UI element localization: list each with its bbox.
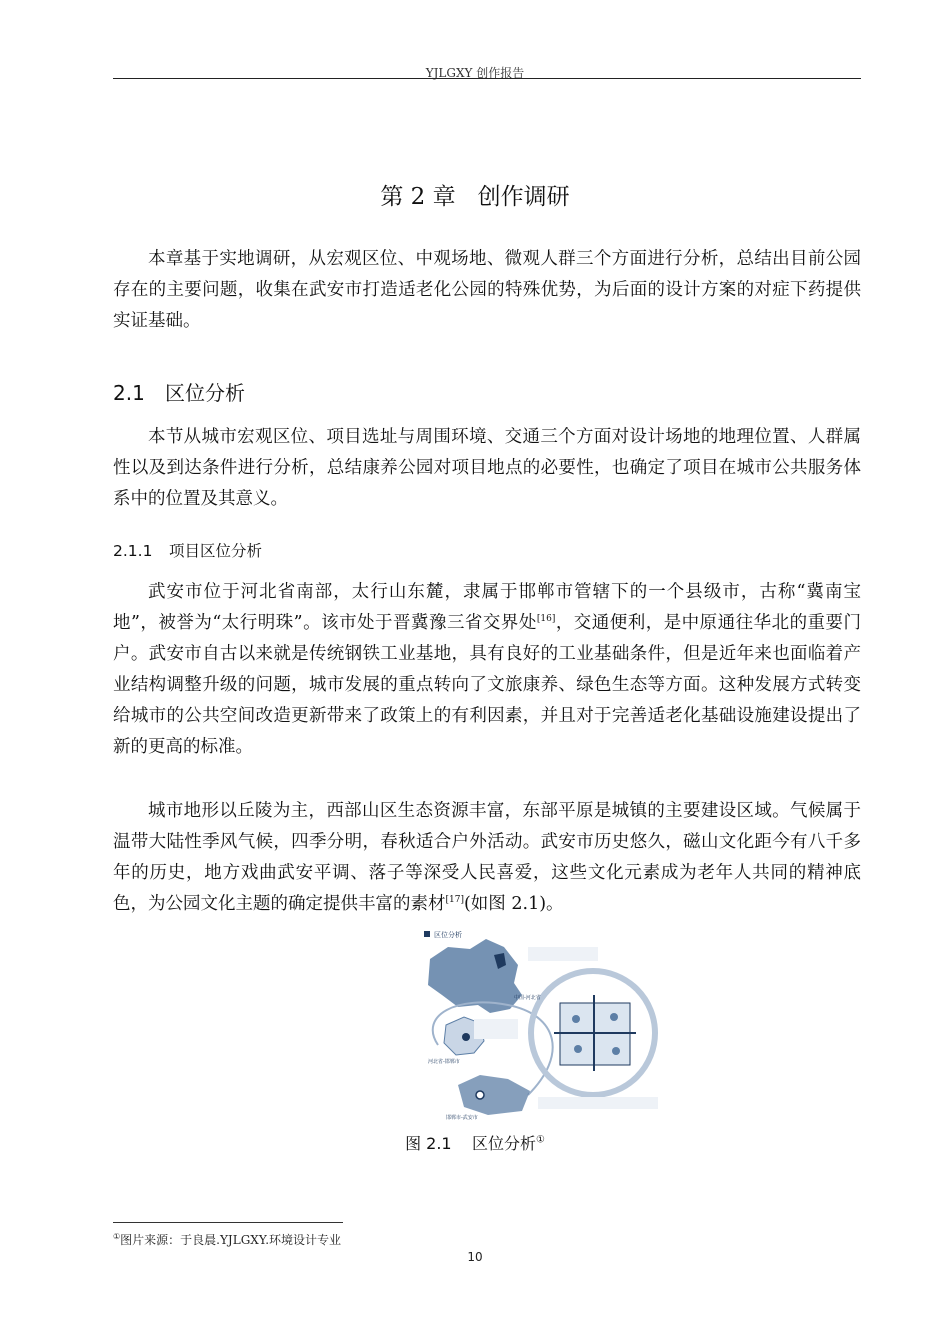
figure-footnote-mark: ① — [535, 1134, 545, 1146]
label-handan: 河北省-邯郸市 — [428, 1059, 460, 1065]
chapter-name: 创作调研 — [477, 184, 570, 210]
figure-number: 图 2.1 — [405, 1134, 452, 1153]
subsection-number: 2.1.1 — [113, 542, 153, 560]
subsection-heading — [113, 539, 262, 561]
handan-marker — [462, 1033, 470, 1041]
figure-title: 区位分析 — [434, 931, 462, 939]
footnote-rule — [113, 1222, 343, 1223]
chapter-number: 第 2 章 — [380, 184, 456, 210]
terrain-culture-paragraph — [113, 796, 861, 920]
running-header: YJLGXY 创作报告 — [425, 66, 525, 80]
note-block-3 — [538, 1097, 658, 1109]
citation-16: [16] — [536, 614, 556, 625]
para2-text-a: 城市地形以丘陵为主，西部山区生态资源丰富，东部平原是城镇的主要建设区域。气候属于温带大陆性季风气候，四季分明，春秋适合户外活动。武安市历史悠久，磁山文化距今有八千多年的历史，地方戏曲武安平调、落子等深受人民喜爱，这些文化元素成为老年人共同的精神底色，为公园文化主题的确定提供丰富的素材 — [113, 801, 861, 914]
label-hebei: 中国-河北省 — [514, 995, 541, 1001]
figure-caption-title: 区位分析 — [471, 1134, 536, 1153]
poi-marker-4 — [612, 1047, 620, 1055]
location-paragraph — [113, 577, 861, 763]
poi-marker-3 — [574, 1045, 582, 1053]
citation-17: [17] — [445, 895, 464, 906]
footnote — [113, 1231, 341, 1248]
figure-illustration — [418, 925, 662, 1123]
para2-text-b: (如图 2.1)。 — [463, 894, 564, 914]
page-number: 10 — [467, 1250, 483, 1264]
footnote-mark: ① — [113, 1232, 121, 1241]
note-block-2 — [474, 1019, 518, 1039]
subsection-title: 项目区位分析 — [169, 542, 263, 560]
chapter-intro-paragraph: 本章基于实地调研，从宏观区位、中观场地、微观人群三个方面进行分析，总结出目前公园存在的主要问题，收集在武安市打造适老化公园的特殊优势，为后面的设计方案的对症下药提供实证基础。 — [113, 249, 861, 331]
section-intro-paragraph: 本节从城市宏观区位、项目选址与周围环境、交通三个方面对设计场地的地理位置、人群属性以及到达条件进行分析，总结康养公园对项目地点的必要性，也确定了项目在城市公共服务体系中的位置及其意义。 — [113, 427, 861, 509]
note-block-1 — [528, 947, 598, 961]
wuan-marker — [476, 1091, 484, 1099]
section-heading — [113, 377, 245, 406]
footnote-text: 图片来源：于良晨.YJLGXY.环境设计专业 — [120, 1233, 342, 1247]
section-number: 2.1 — [113, 381, 145, 405]
header-rule — [113, 78, 861, 79]
figure-title-marker — [424, 931, 430, 937]
section-title: 区位分析 — [165, 381, 245, 405]
figure-caption — [0, 1131, 950, 1154]
para1-text-a: 武安市位于河北省南部，太行山东麓，隶属于邯郸市管辖下的一个县级市，古称“冀南宝地”，被誉为“太行明珠”。该市处于晋冀豫三省交界处 — [113, 582, 861, 633]
poi-marker-2 — [610, 1013, 618, 1021]
label-wuan: 邯郸市-武安市 — [446, 1115, 478, 1121]
handan-map-shape — [458, 1075, 530, 1115]
para1-text-b: ，交通便利，是中原通往华北的重要门户。武安市自古以来就是传统钢铁工业基地，具有良好的工业基础条件，但是近年来也面临着产业结构调整升级的问题，城市发展的重点转向了文旅康养、绿色生态等方面。这种发展方式转变给城市的公共空间改造更新带来了政策上的有利因素，并且对于完善适老化基础设施建设提出了新的更高的标准。 — [113, 613, 862, 757]
chapter-title — [0, 178, 950, 211]
poi-marker-1 — [572, 1015, 580, 1023]
location-analysis-figure — [418, 925, 662, 1123]
